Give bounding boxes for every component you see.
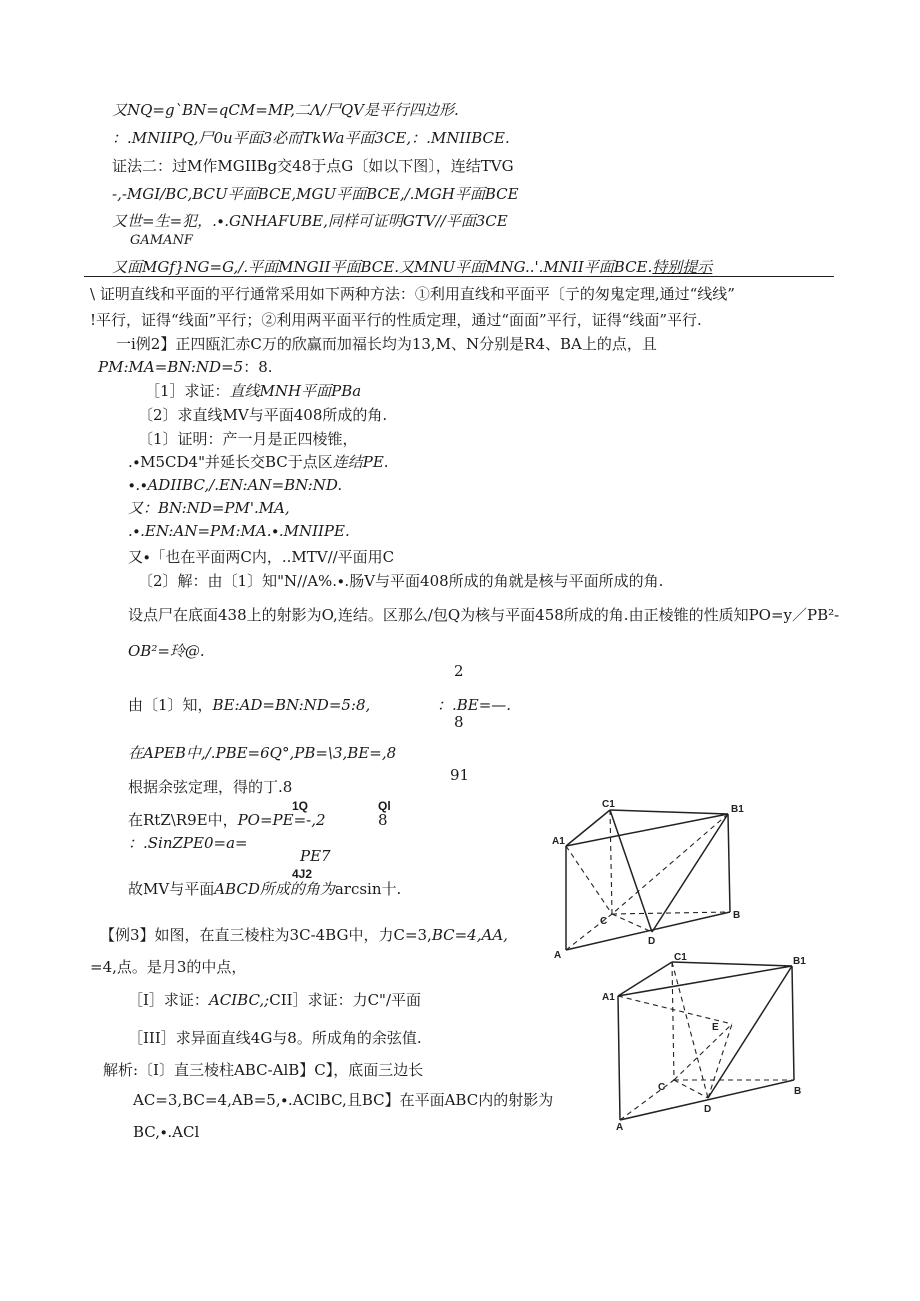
text-segment: 由〔1〕知， [128,696,213,714]
fraction-denominator: 8 [454,713,464,731]
text-line: -,-MGI/BC,BCU平面BCE,MGU平面BCE,/.MGH平面BCE [112,185,519,203]
vertex-label-c1: C1 [674,952,687,963]
vertex-label-b: B [794,1086,802,1097]
text-fragment: 4J2 [292,867,313,881]
text-segment: 在RtZ\R9E中， [128,811,238,829]
text-line [128,879,401,899]
text-line [145,381,361,401]
text-line: BC,∙.ACl [133,1123,200,1141]
text-line: ［III］求异面直线4G与8。所成角的余弦值. [128,1029,422,1047]
vertex-label-c: C [658,1082,666,1093]
text-line: \ 证明直线和平面的平行通常采用如下两种方法：①利用直线和平面平〔亍的匆鬼定理,通过“线线” [90,285,735,303]
text-line: 在APEB中,/.PBE=6Q°,PB=\3,BE=,8 [128,744,397,762]
vertex-label-a1: A1 [552,836,565,847]
text-line: 解析:〔I〕直三棱柱ABC-AlB】C】，底面三边长 [103,1061,424,1079]
text-segment: arcsin十. [334,880,402,898]
text-line: ∙.∙ADIIBC,/.EN:AN=BN:ND. [128,476,343,494]
special-tip-heading: 特别提示 [652,258,713,276]
text-line: ：.BE=—. [437,696,512,714]
text-line: 根据余弦定理，得的丁.8 [128,778,293,796]
text-line: 〔2〕解：由〔1〕知"N∕∕A%.∙.肠V与平面408所成的角就是核与平面所成的角. [138,572,664,590]
text-line: 又：BN:ND=PM'.MA, [128,499,290,517]
example-3-heading [100,925,508,945]
vertex-label-a: A [616,1122,624,1130]
text-segment: 又面MGf}NG=G,/.平面MNGII平面BCE.又MNU平面MNG..'.MNII平面BCE. [112,258,653,276]
text-segment: ［I］求证： [128,991,209,1009]
vertex-label-d: D [648,936,656,947]
text-line: 8 [378,811,388,829]
text-line: PE7 [300,847,331,865]
vertex-label-b1: B1 [793,956,806,967]
text-line: 〔1〕证明：产一月是正四棱锥， [138,430,358,448]
text-line: AC=3,BC=4,AB=5,∙.AClBC,且BC】在平面ABC内的射影为 [133,1091,554,1109]
text-fragment: Ql [378,799,391,813]
text-line: 证法二：过M作MGIIBg交48于点G〔如以下图〕，连结TVG [112,157,514,175]
vertex-label-c1: C1 [602,799,615,810]
vertex-label-a: A [554,950,562,961]
example-2-heading: 一i例2】正四瓯汇赤C万的欣赢而加福长均为13,M、N分别是R4、BA上的点，且 [116,335,657,353]
fraction-numerator: 2 [454,662,464,680]
text-line: 设点尸在底面438上的射影为O,连结。区那么/包Q为核与平面458所成的角.由正棱锥的性质知PO=y／PB²- [128,606,840,624]
text-segment: PM:MA=BN:ND=5 [98,358,244,376]
text-segment: 故MV与平面 [128,880,215,898]
prism-figure-1 [548,792,748,962]
text-line [128,990,421,1010]
text-line: !平行，证得“线面”平行；②利用两平面平行的性质定理，通过“面面”平行，证得“线面”平行. [90,311,702,329]
text-line [128,695,370,715]
text-fragment: 1Q [292,799,309,813]
text-segment: .∙M5CD4"并延长交BC于点区 [128,453,333,471]
vertex-label-d: D [704,1104,712,1115]
point-label-e: E [712,1022,719,1033]
text-segment: CII］求证：力C"/平面 [269,991,422,1009]
text-line [128,810,326,830]
text-line [112,257,712,277]
text-segment: BE:AD=BN:ND=5:8, [212,696,371,714]
vertex-label-c: C [600,916,608,927]
text-line: OB²=玲@. [128,642,205,660]
text-line: =4,点。是月3的中点， [90,958,247,976]
vertex-label-a1: A1 [602,992,615,1003]
text-line: ：.MNIIPQ,尸0u平面3必而TkWa平面3CE,：.MNIIBCE. [112,129,510,147]
text-line: GAMANF [130,233,193,248]
text-line: 又NQ=g`BN=qCM=MP,二Λ/尸QV是平行四边形. [112,101,459,119]
text-segment: 直线MNH平面PBa [229,382,362,400]
text-segment: 【例3】如图，在直三棱柱为3C-4BG中，力C=3, [100,926,432,944]
prism-figure-2 [598,950,808,1130]
text-line: 91 [450,766,470,784]
text-line: 〔2〕求直线MV与平面408所成的角. [138,406,388,424]
text-segment: ：8. [243,358,273,376]
text-segment: ［1］求证： [145,382,230,400]
vertex-label-b1: B1 [731,804,744,815]
text-line: ：.SinZPE0=a= [128,834,248,852]
text-line: 又世=生=犯，.∙.GNHAFUBE,同样可证明GTV//平面3CE [112,212,508,230]
text-line [128,452,389,472]
text-line: 又∙「也在平面两C内，..MTV//平面用C [128,548,395,566]
text-segment: PO=PE=-,2 [237,811,326,829]
divider [84,276,834,277]
text-segment: ACIBC,; [208,991,270,1009]
vertex-label-b: B [733,910,741,921]
text-segment: 连结PE. [332,453,389,471]
text-line [98,357,273,377]
text-segment: ABCD所成的角为 [214,880,335,898]
text-segment: BC=4,AA, [431,926,508,944]
text-line: .∙.EN:AN=PM:MA.∙.MNIIPE. [128,522,350,540]
